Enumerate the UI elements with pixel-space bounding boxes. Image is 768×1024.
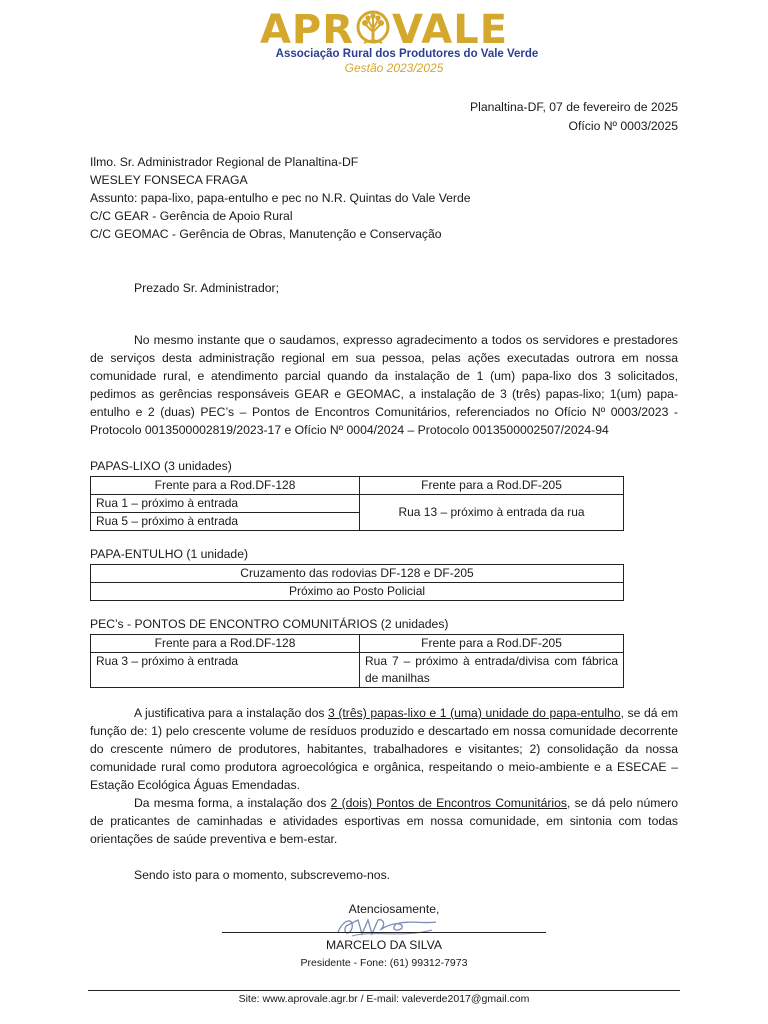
oficio-number: Ofício Nº 0003/2025 [568,119,678,133]
cc-line-2: C/C GEOMAC - Gerência de Obras, Manutenção e Conservação [90,227,442,241]
logo-wordmark [260,8,508,52]
place-date: Planaltina-DF, 07 de fevereiro de 2025 [470,100,678,114]
footer-contact: Site: www.aprovale.agr.br / E-mail: valeverde2017@gmail.com [238,993,530,1005]
papa-entulho-table [90,564,624,601]
greeting: Prezado Sr. Administrador; [134,281,279,295]
papa-lixo-cell: Rua 5 – próximo à entrada [91,513,360,531]
papa-lixo-cell: Rua 13 – próximo à entrada da rua [360,495,624,531]
cc-line-1: C/C GEAR - Gerência de Apoio Rural [90,209,293,223]
logo-text-right: VALE [392,7,509,53]
tree-logo-icon [355,10,391,50]
papa-lixo-title: PAPAS-LIXO (3 unidades) [90,459,232,473]
justification-paragraph-1: A justificativa para a instalação dos 3 (três) papas-lixo e 1 (uma) unidade do papa-entulho, se dá em função de: 1) pelo crescente volume de resíduos produzido e descartado em nossa comunidade decorrente do crescente número de produtores, habitantes, trabalhadores e visitantes; 2) consolidação da nossa comunidade rural como produtora agroecológica e orgânica, respeitando o meio-ambiente e a ESECAE – Estação Ecológica Águas Emendadas. [90,706,679,792]
regards: Atenciosamente, [348,902,440,916]
logo-text-left: APR [259,7,355,53]
papa-lixo-col1-header: Frente para a Rod.DF-128 [91,477,360,495]
papa-entulho-cell: Próximo ao Posto Policial [91,583,624,601]
underlined-text: 3 (três) papas-lixo e 1 (uma) unidade do papa-entulho [328,706,621,720]
underlined-text: 2 (dois) Pontos de Encontros Comunitários [330,796,568,810]
letterhead [0,8,768,75]
org-name: Associação Rural dos Produtores do Vale Verde [275,48,539,60]
signatory-role: Presidente - Fone: (61) 99312-7973 [300,957,468,969]
papa-lixo-cell: Rua 1 – próximo à entrada [91,495,360,513]
pecs-cell: Rua 7 – próximo à entrada/divisa com fábrica de manilhas [360,653,624,688]
body-paragraph: No mesmo instante que o saudamos, expresso agradecimento a todos os servidores e prestadores de serviços desta administração regional em sua pessoa, pelas ações executadas outrora em nossa comunidade rural, e atendimento parcial quando da instalação de 1 (um) papa-lixo dos 3 solicitados, pedimos as gerências responsáveis GEAR e GEOMAC, a instalação de 3 (três) papas-lixo; 1(um) papa-entulho e 2 (duas) PEC’s – Pontos de Encontros Comunitários, referenciados no Ofício Nº 0003/2023 - Protocolo 0013500002819/2023-17 e Ofício Nº 0004/2024 – Protocolo 0013500002507/2024-94 [90,333,678,437]
pecs-title: PEC’s - PONTOS DE ENCONTRO COMUNITÁRIOS (2 unidades) [90,617,449,631]
papa-entulho-cell: Cruzamento das rodovias DF-128 e DF-205 [91,565,624,583]
signatory-name: MARCELO DA SILVA [325,938,443,952]
papa-entulho-title: PAPA-ENTULHO (1 unidade) [90,547,249,561]
papa-lixo-col2-header: Frente para a Rod.DF-205 [360,477,624,495]
subject-line: Assunto: papa-lixo, papa-entulho e pec no N.R. Quintas do Vale Verde [90,191,471,205]
pecs-cell: Rua 3 – próximo à entrada [91,653,360,688]
recipient-line-2: WESLEY FONSECA FRAGA [90,173,248,187]
pecs-col2-header: Frente para a Rod.DF-205 [360,635,624,653]
pecs-table [90,634,624,688]
signature-line [222,932,546,933]
pecs-col1-header: Frente para a Rod.DF-128 [91,635,360,653]
recipient-line-1: Ilmo. Sr. Administrador Regional de Planaltina-DF [90,155,359,169]
papa-lixo-table [90,476,624,531]
term-label: Gestão 2023/2025 [344,61,444,75]
justification-paragraph-2: Da mesma forma, a instalação dos 2 (dois) Pontos de Encontros Comunitários, se dá pelo número de praticantes de caminhadas e atividades esportivas em nossa comunidade, em sintonia com todas orientações de saúde preventiva e bem-estar. [90,796,678,846]
closing-line: Sendo isto para o momento, subscrevemo-nos. [134,868,391,882]
